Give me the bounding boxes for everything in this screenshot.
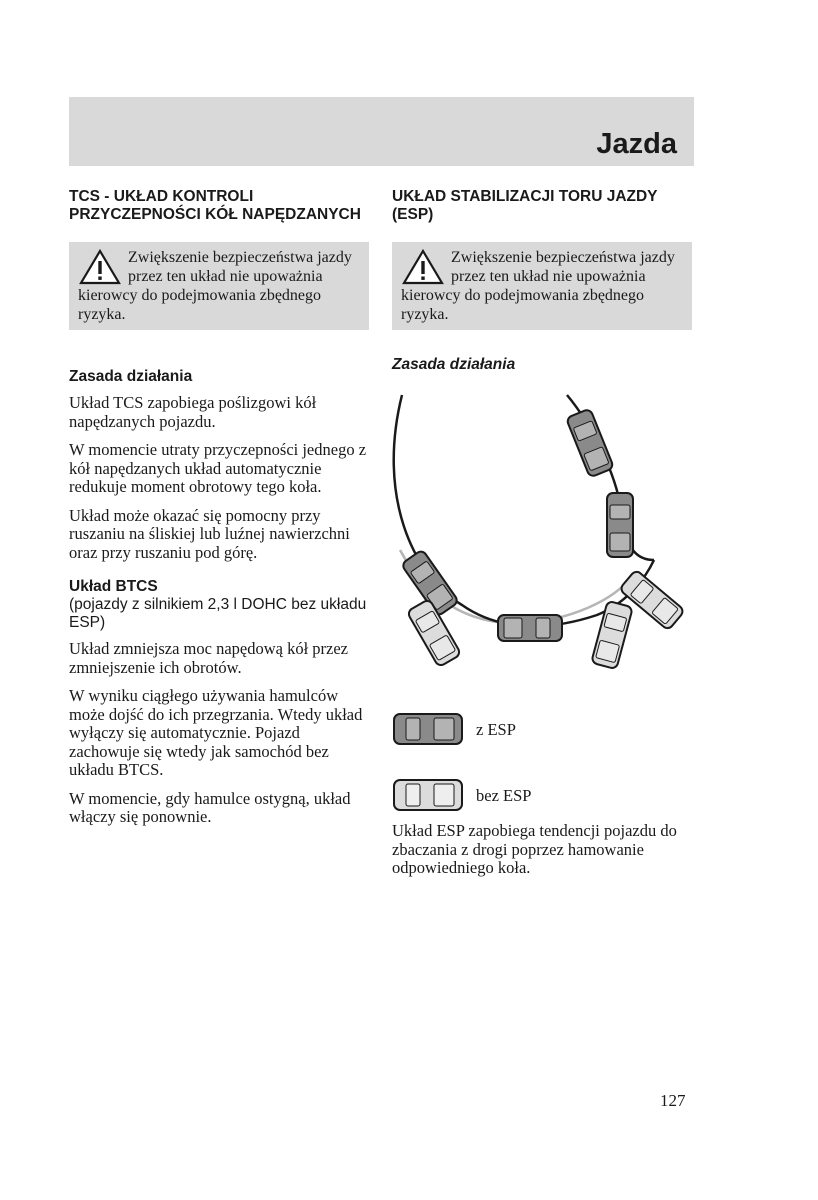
legend-without-esp-label: bez ESP	[476, 786, 532, 805]
chapter-title: Jazda	[596, 128, 677, 160]
tcs-paragraph-1: Układ TCS zapobiega poślizgowi kół napędzanych pojazdu.	[69, 393, 317, 431]
tcs-warning-text: Zwiększenie bezpieczeństwa jazdy przez ten układ nie upoważnia kierowcy do podejmowania zbędnego ryzyka.	[78, 249, 352, 323]
tcs-warning-box	[69, 242, 369, 330]
car-without-esp	[407, 599, 462, 667]
esp-trajectory-diagram	[392, 385, 692, 685]
esp-warning-text: Zwiększenie bezpieczeństwa jazdy przez ten układ nie upoważnia kierowcy do podejmowania zbędnego ryzyka.	[401, 249, 675, 323]
legend-without-esp	[392, 776, 531, 816]
car-with-esp	[607, 493, 633, 557]
page-number: 127	[660, 1091, 686, 1110]
esp-paragraph: Układ ESP zapobiega tendencji pojazdu do zbaczania z drogi poprzez hamowanie odpowiedniego koła.	[392, 821, 677, 877]
car-with-esp	[498, 615, 562, 641]
legend-with-esp	[392, 710, 516, 750]
left-column	[69, 188, 369, 837]
chapter-header	[69, 97, 694, 166]
btcs-paragraph-1: Układ zmniejsza moc napędową kół przez zmniejszenie ich obrotów.	[69, 639, 349, 677]
warning-triangle-icon	[78, 248, 122, 286]
btcs-paragraph-2: W wyniku ciągłego używania hamulców może dojść do ich przegrzania. Wtedy układ wyłączy się automatycznie. Pojazd zachowuje się wtedy jak samochód bez układu BTCS.	[69, 686, 363, 779]
btcs-heading: Układ BTCS	[69, 578, 158, 595]
esp-principle-heading: Zasada działania	[392, 356, 516, 373]
btcs-subtitle: (pojazdy z silnikiem 2,3 l DOHC bez układu ESP)	[69, 596, 367, 631]
tcs-heading: TCS - UKŁAD KONTROLI PRZYCZEPNOŚCI KÓŁ NAPĘDZANYCH	[69, 188, 361, 223]
esp-heading: UKŁAD STABILIZACJI TORU JAZDY (ESP)	[392, 188, 658, 223]
car-with-esp	[566, 408, 614, 477]
car-with-esp-icon	[392, 710, 466, 750]
tcs-paragraph-2: W momencie utraty przyczepności jednego z kół napędzanych układ automatycznie redukuje moment obrotowy tego koła.	[69, 440, 367, 496]
car-without-esp-icon	[392, 776, 466, 816]
tcs-paragraph-3: Układ może okazać się pomocny przy ruszaniu na śliskiej lub luźnej nawierzchni oraz przy ruszaniu pod górę.	[69, 505, 350, 562]
tcs-principle-heading: Zasada działania	[69, 368, 193, 385]
btcs-paragraph-3: W momencie, gdy hamulce ostygną, układ włączy się ponownie.	[69, 788, 351, 826]
right-column	[392, 188, 692, 374]
legend-with-esp-label: z ESP	[476, 720, 516, 739]
car-without-esp	[591, 601, 633, 670]
warning-triangle-icon	[401, 248, 445, 286]
esp-warning-box	[392, 242, 692, 330]
